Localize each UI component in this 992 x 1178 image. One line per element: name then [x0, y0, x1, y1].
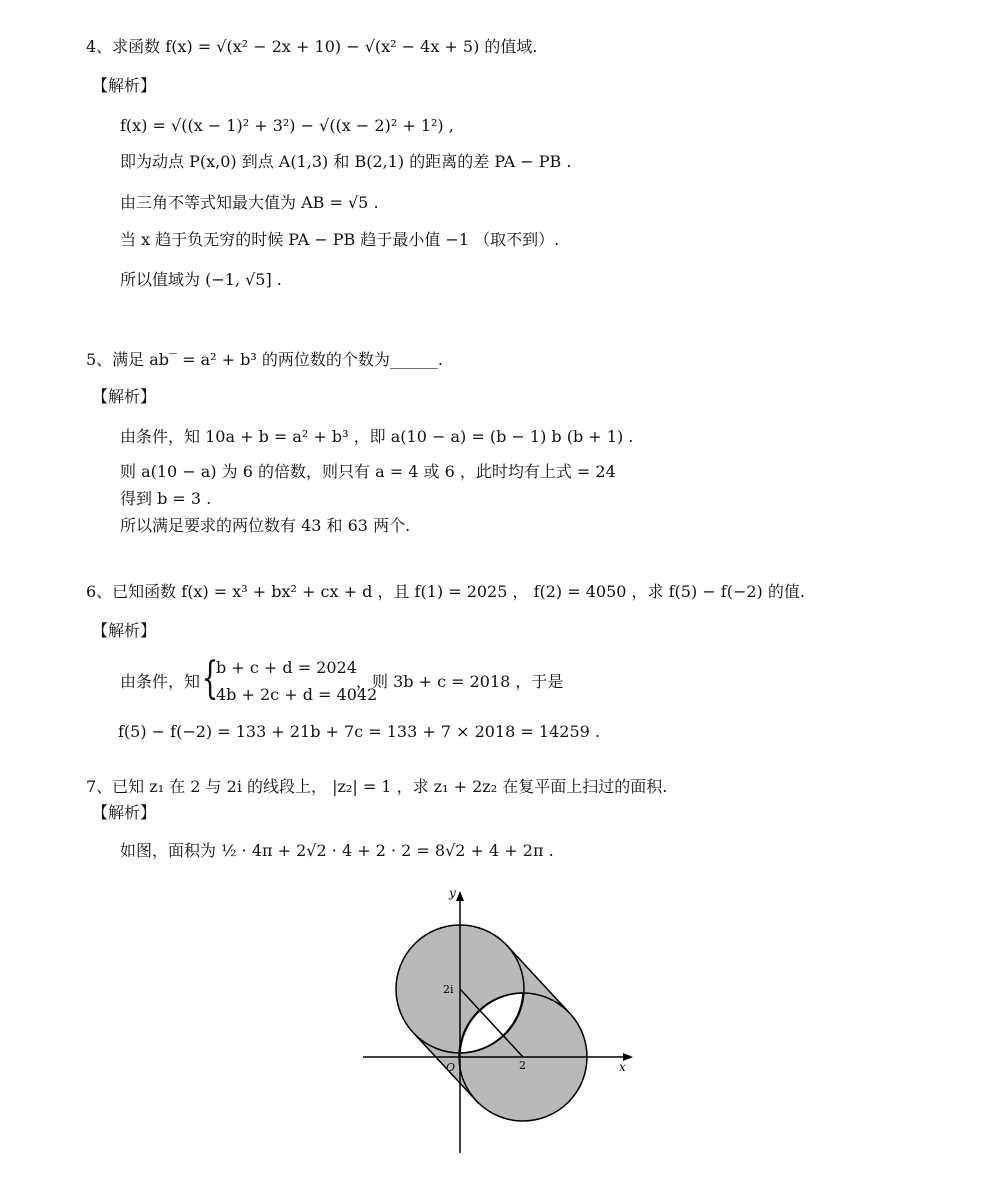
y-axis-arrow: [456, 891, 464, 901]
problem-4-line-1: f(x) = √((x − 1)² + 3²) − √((x − 2)² + 1²) ,: [120, 116, 454, 135]
problem-5-question: 5、满足 ab‾ = a² + b³ 的两位数的个数为______.: [86, 350, 443, 369]
problem-7-line-1: 如图，面积为 ½ · 4π + 2√2 · 4 + 2 · 2 = 8√2 + 4 + 2π .: [120, 841, 554, 860]
problem-7-solution-tag: 【解析】: [92, 803, 157, 822]
problem-7-question: 7、已知 z₁ 在 2 与 2i 的线段上， |z₂| = 1 ，求 z₁ + 2z₂ 在复平面上扫过的面积.: [86, 777, 668, 796]
problem-4-line-4: 当 x 趋于负无穷的时候 PA − PB 趋于最小值 −1 （取不到）.: [120, 230, 560, 249]
problem-5-line-2: 则 a(10 − a) 为 6 的倍数，则只有 a = 4 或 6 ，此时均有上式 = 24: [120, 462, 616, 481]
problem-4-line-2: 即为动点 P(x,0) 到点 A(1,3) 和 B(2,1) 的距离的差 PA − PB .: [120, 152, 572, 171]
problem-6-question: 6、已知函数 f(x) = x³ + bx² + cx + d ，且 f(1) = 2025 ， f(2) = 4050 ，求 f(5) − f(−2) 的值.: [86, 582, 805, 601]
x-axis-label: x: [619, 1060, 626, 1074]
problem-4-line-3: 由三角不等式知最大值为 AB = √5 .: [120, 193, 379, 212]
problem-5-line-3: 得到 b = 3 .: [120, 489, 212, 508]
problem-6-solution-tag: 【解析】: [92, 621, 157, 640]
problem-6-system-eq-1: b + c + d = 2024: [216, 658, 357, 677]
problem-6-system-brace: {: [201, 653, 219, 704]
problem-5-line-1: 由条件，知 10a + b = a² + b³ ，即 a(10 − a) = (b − 1) b (b + 1) .: [120, 427, 634, 446]
label-2: 2: [519, 1059, 526, 1072]
problem-4-line-5: 所以值域为 (−1, √5] .: [120, 270, 282, 289]
problem-6-system-eq-2: 4b + 2c + d = 4042: [216, 685, 378, 704]
problem-6-system-prefix: 由条件，知: [120, 672, 201, 691]
problem-4-solution-tag: 【解析】: [92, 76, 157, 95]
problem-6-result: f(5) − f(−2) = 133 + 21b + 7c = 133 + 7 × 2018 = 14259 .: [118, 722, 600, 741]
swept-region-figure: [355, 885, 635, 1160]
problem-5-line-4: 所以满足要求的两位数有 43 和 63 两个.: [120, 516, 411, 535]
problem-4-question: 4、求函数 f(x) = √(x² − 2x + 10) − √(x² − 4x + 5) 的值域.: [86, 37, 538, 56]
y-axis-label: y: [449, 886, 456, 900]
origin-label: O: [446, 1061, 456, 1074]
problem-6-system-suffix: ，则 3b + c = 2018 ，于是: [356, 672, 564, 691]
problem-5-solution-tag: 【解析】: [92, 387, 157, 406]
label-2i: 2i: [443, 983, 454, 996]
